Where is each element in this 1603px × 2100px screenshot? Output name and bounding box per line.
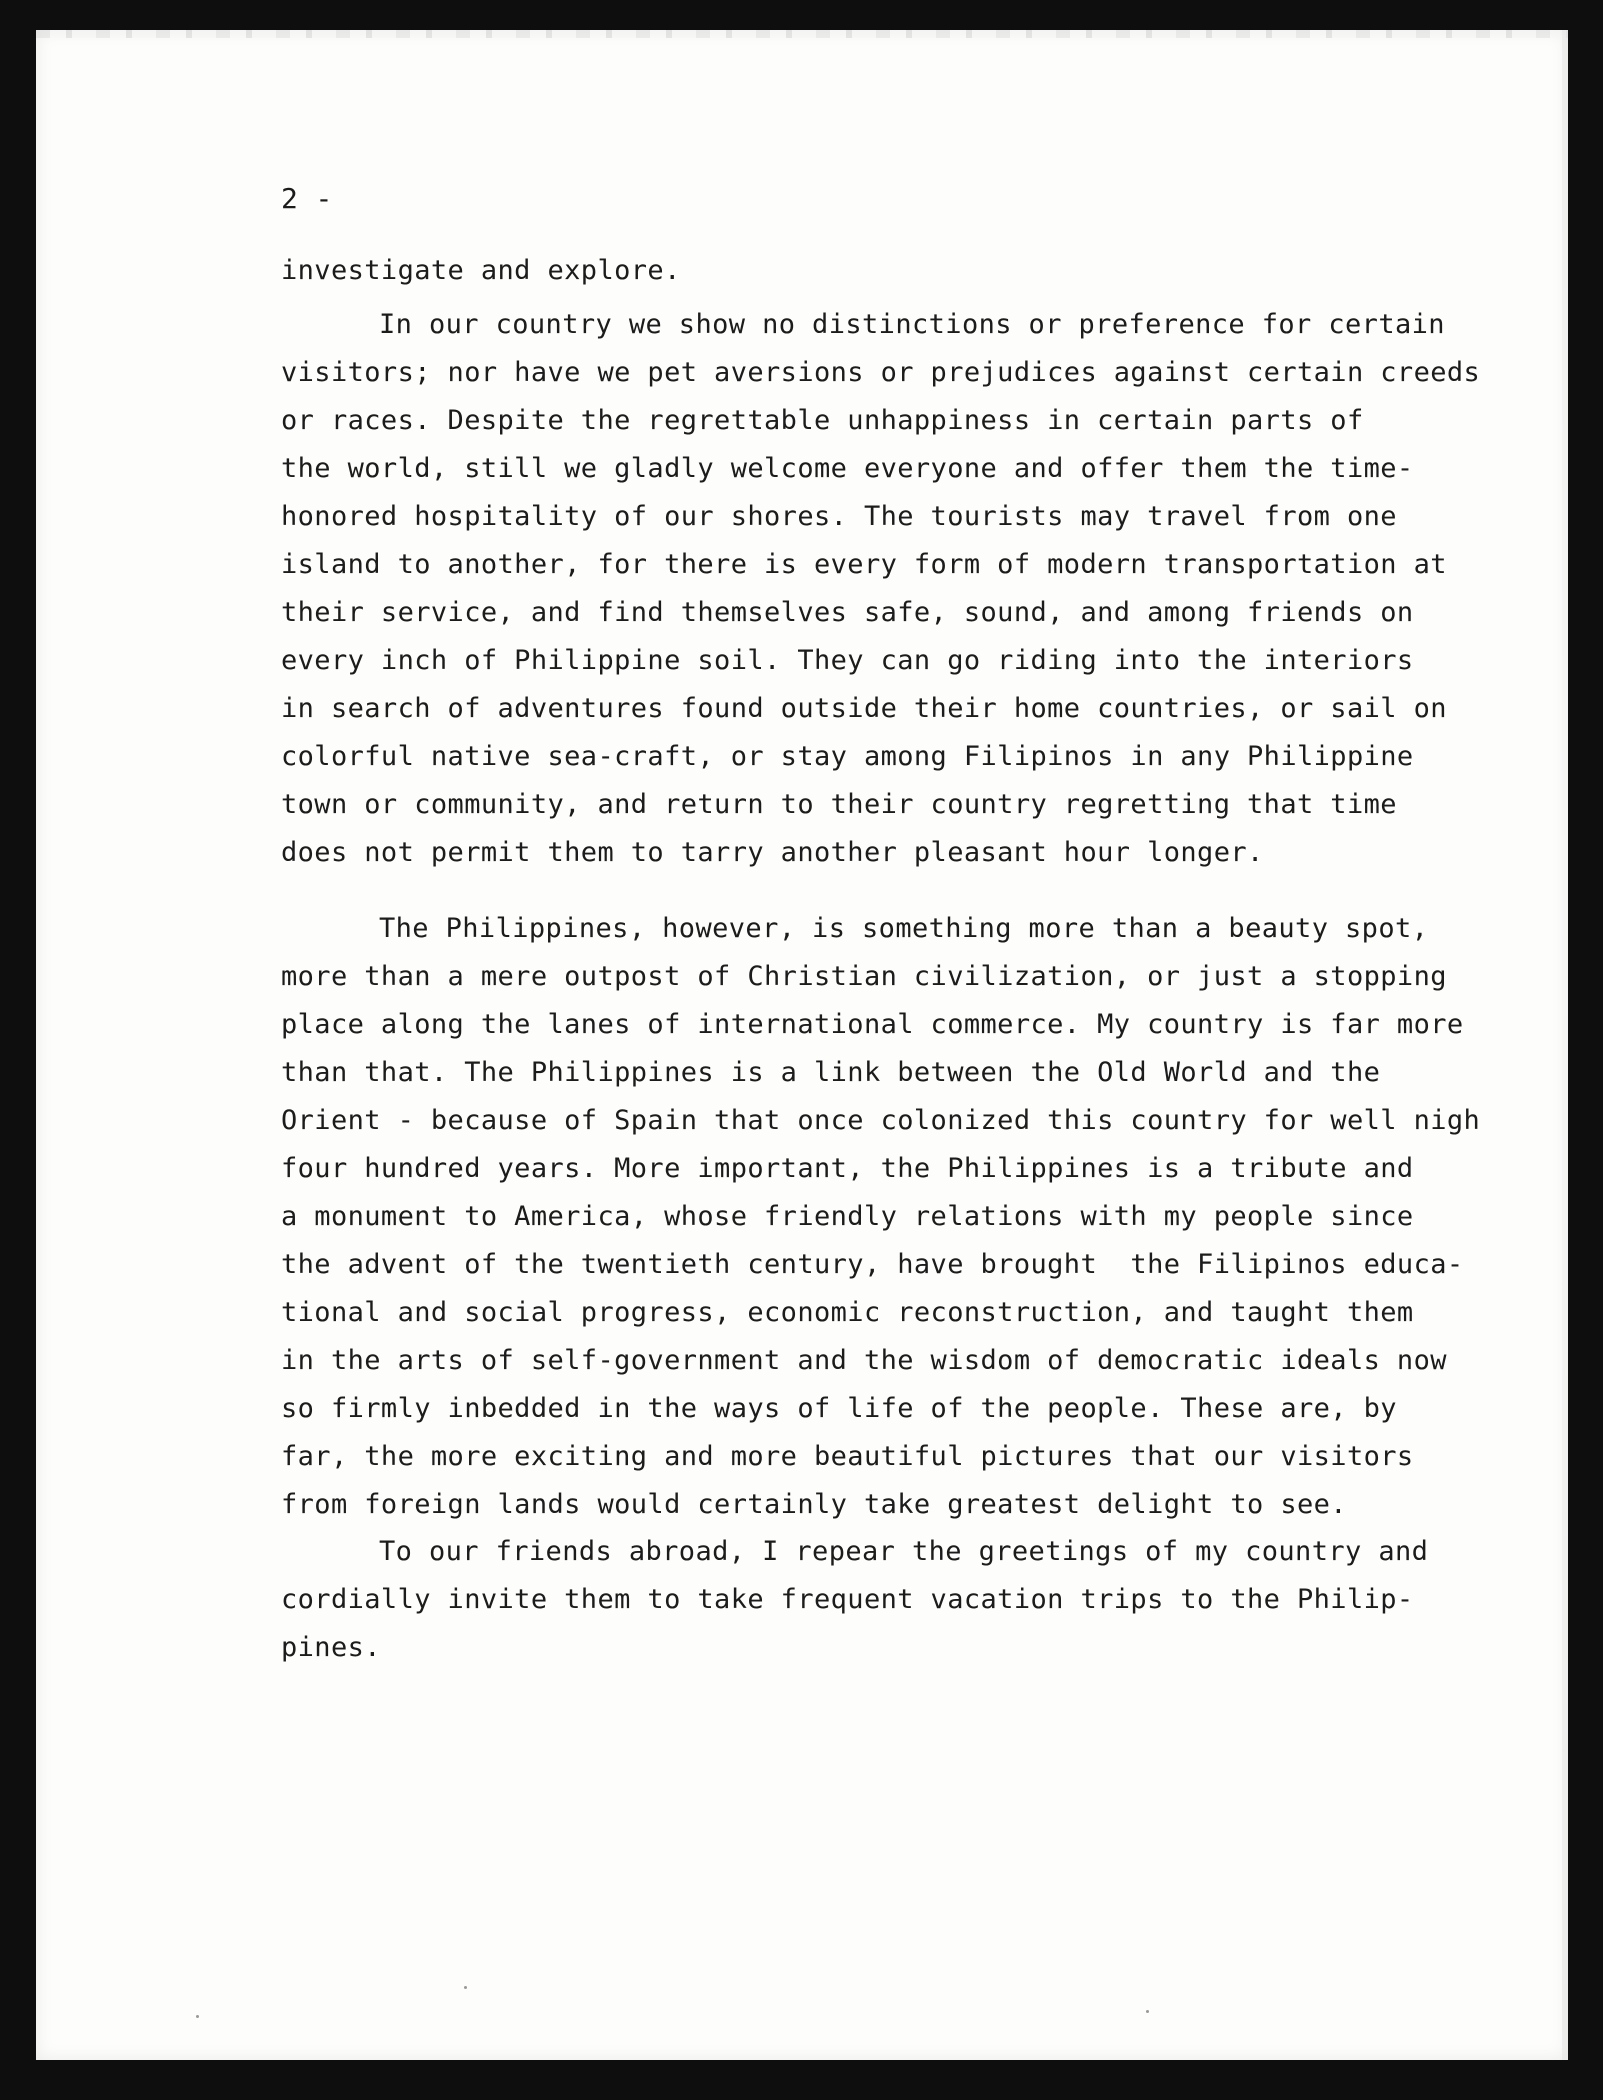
text-line: tional and social progress, economic reconstruction, and taught them <box>281 1297 1414 1328</box>
text-line: does not permit them to tarry another pleasant hour longer. <box>281 837 1264 868</box>
text-line: far, the more exciting and more beautiful pictures that our visitors <box>281 1441 1414 1472</box>
text-line: the world, still we gladly welcome everyone and offer them the time- <box>281 453 1414 484</box>
text-line: place along the lanes of international commerce. My country is far more <box>281 1009 1464 1040</box>
text-line: investigate and explore. <box>281 255 681 286</box>
text-line: the advent of the twentieth century, have brought the Filipinos educa- <box>281 1249 1464 1280</box>
text-line: their service, and find themselves safe, sound, and among friends on <box>281 597 1414 628</box>
text-line: cordially invite them to take frequent vacation trips to the Philip- <box>281 1584 1414 1615</box>
text-line: The Philippines, however, is something more than a beauty spot, <box>379 913 1429 944</box>
text-line: or races. Despite the regrettable unhappiness in certain parts of <box>281 405 1364 436</box>
text-line: four hundred years. More important, the Philippines is a tribute and <box>281 1153 1414 1184</box>
paragraph-1 <box>281 247 681 295</box>
text-line: island to another, for there is every form of modern transportation at <box>281 549 1447 580</box>
text-line: honored hospitality of our shores. The tourists may travel from one <box>281 501 1397 532</box>
text-line: in search of adventures found outside their home countries, or sail on <box>281 693 1447 724</box>
text-line: To our friends abroad, I repear the greetings of my country and <box>379 1536 1429 1567</box>
paragraph-3 <box>281 905 1480 1529</box>
paper-speck <box>464 1986 467 1989</box>
text-line: so firmly inbedded in the ways of life of the people. These are, by <box>281 1393 1397 1424</box>
paragraph-2 <box>281 301 1480 877</box>
paragraph-4 <box>281 1528 1428 1672</box>
text-line: more than a mere outpost of Christian civilization, or just a stopping <box>281 961 1447 992</box>
text-line: colorful native sea-craft, or stay among Filipinos in any Philippine <box>281 741 1414 772</box>
text-line: Orient - because of Spain that once colonized this country for well nigh <box>281 1105 1481 1136</box>
text-line: in the arts of self-government and the wisdom of democratic ideals now <box>281 1345 1447 1376</box>
text-line: every inch of Philippine soil. They can go riding into the interiors <box>281 645 1414 676</box>
text-line: pines. <box>281 1632 381 1663</box>
paper-sheet <box>36 30 1568 2060</box>
text-line: a monument to America, whose friendly relations with my people since <box>281 1201 1414 1232</box>
text-line: In our country we show no distinctions or preference for certain <box>379 309 1445 340</box>
paper-top-edge <box>36 30 1568 38</box>
text-line: town or community, and return to their country regretting that time <box>281 789 1397 820</box>
paper-right-edge <box>1562 30 1568 2060</box>
text-line: from foreign lands would certainly take greatest delight to see. <box>281 1489 1347 1520</box>
paper-speck <box>196 2015 199 2018</box>
text-line: than that. The Philippines is a link between the Old World and the <box>281 1057 1381 1088</box>
paper-speck <box>1146 2010 1149 2013</box>
page-number: 2 - <box>281 182 333 215</box>
text-line: visitors; nor have we pet aversions or prejudices against certain creeds <box>281 357 1481 388</box>
